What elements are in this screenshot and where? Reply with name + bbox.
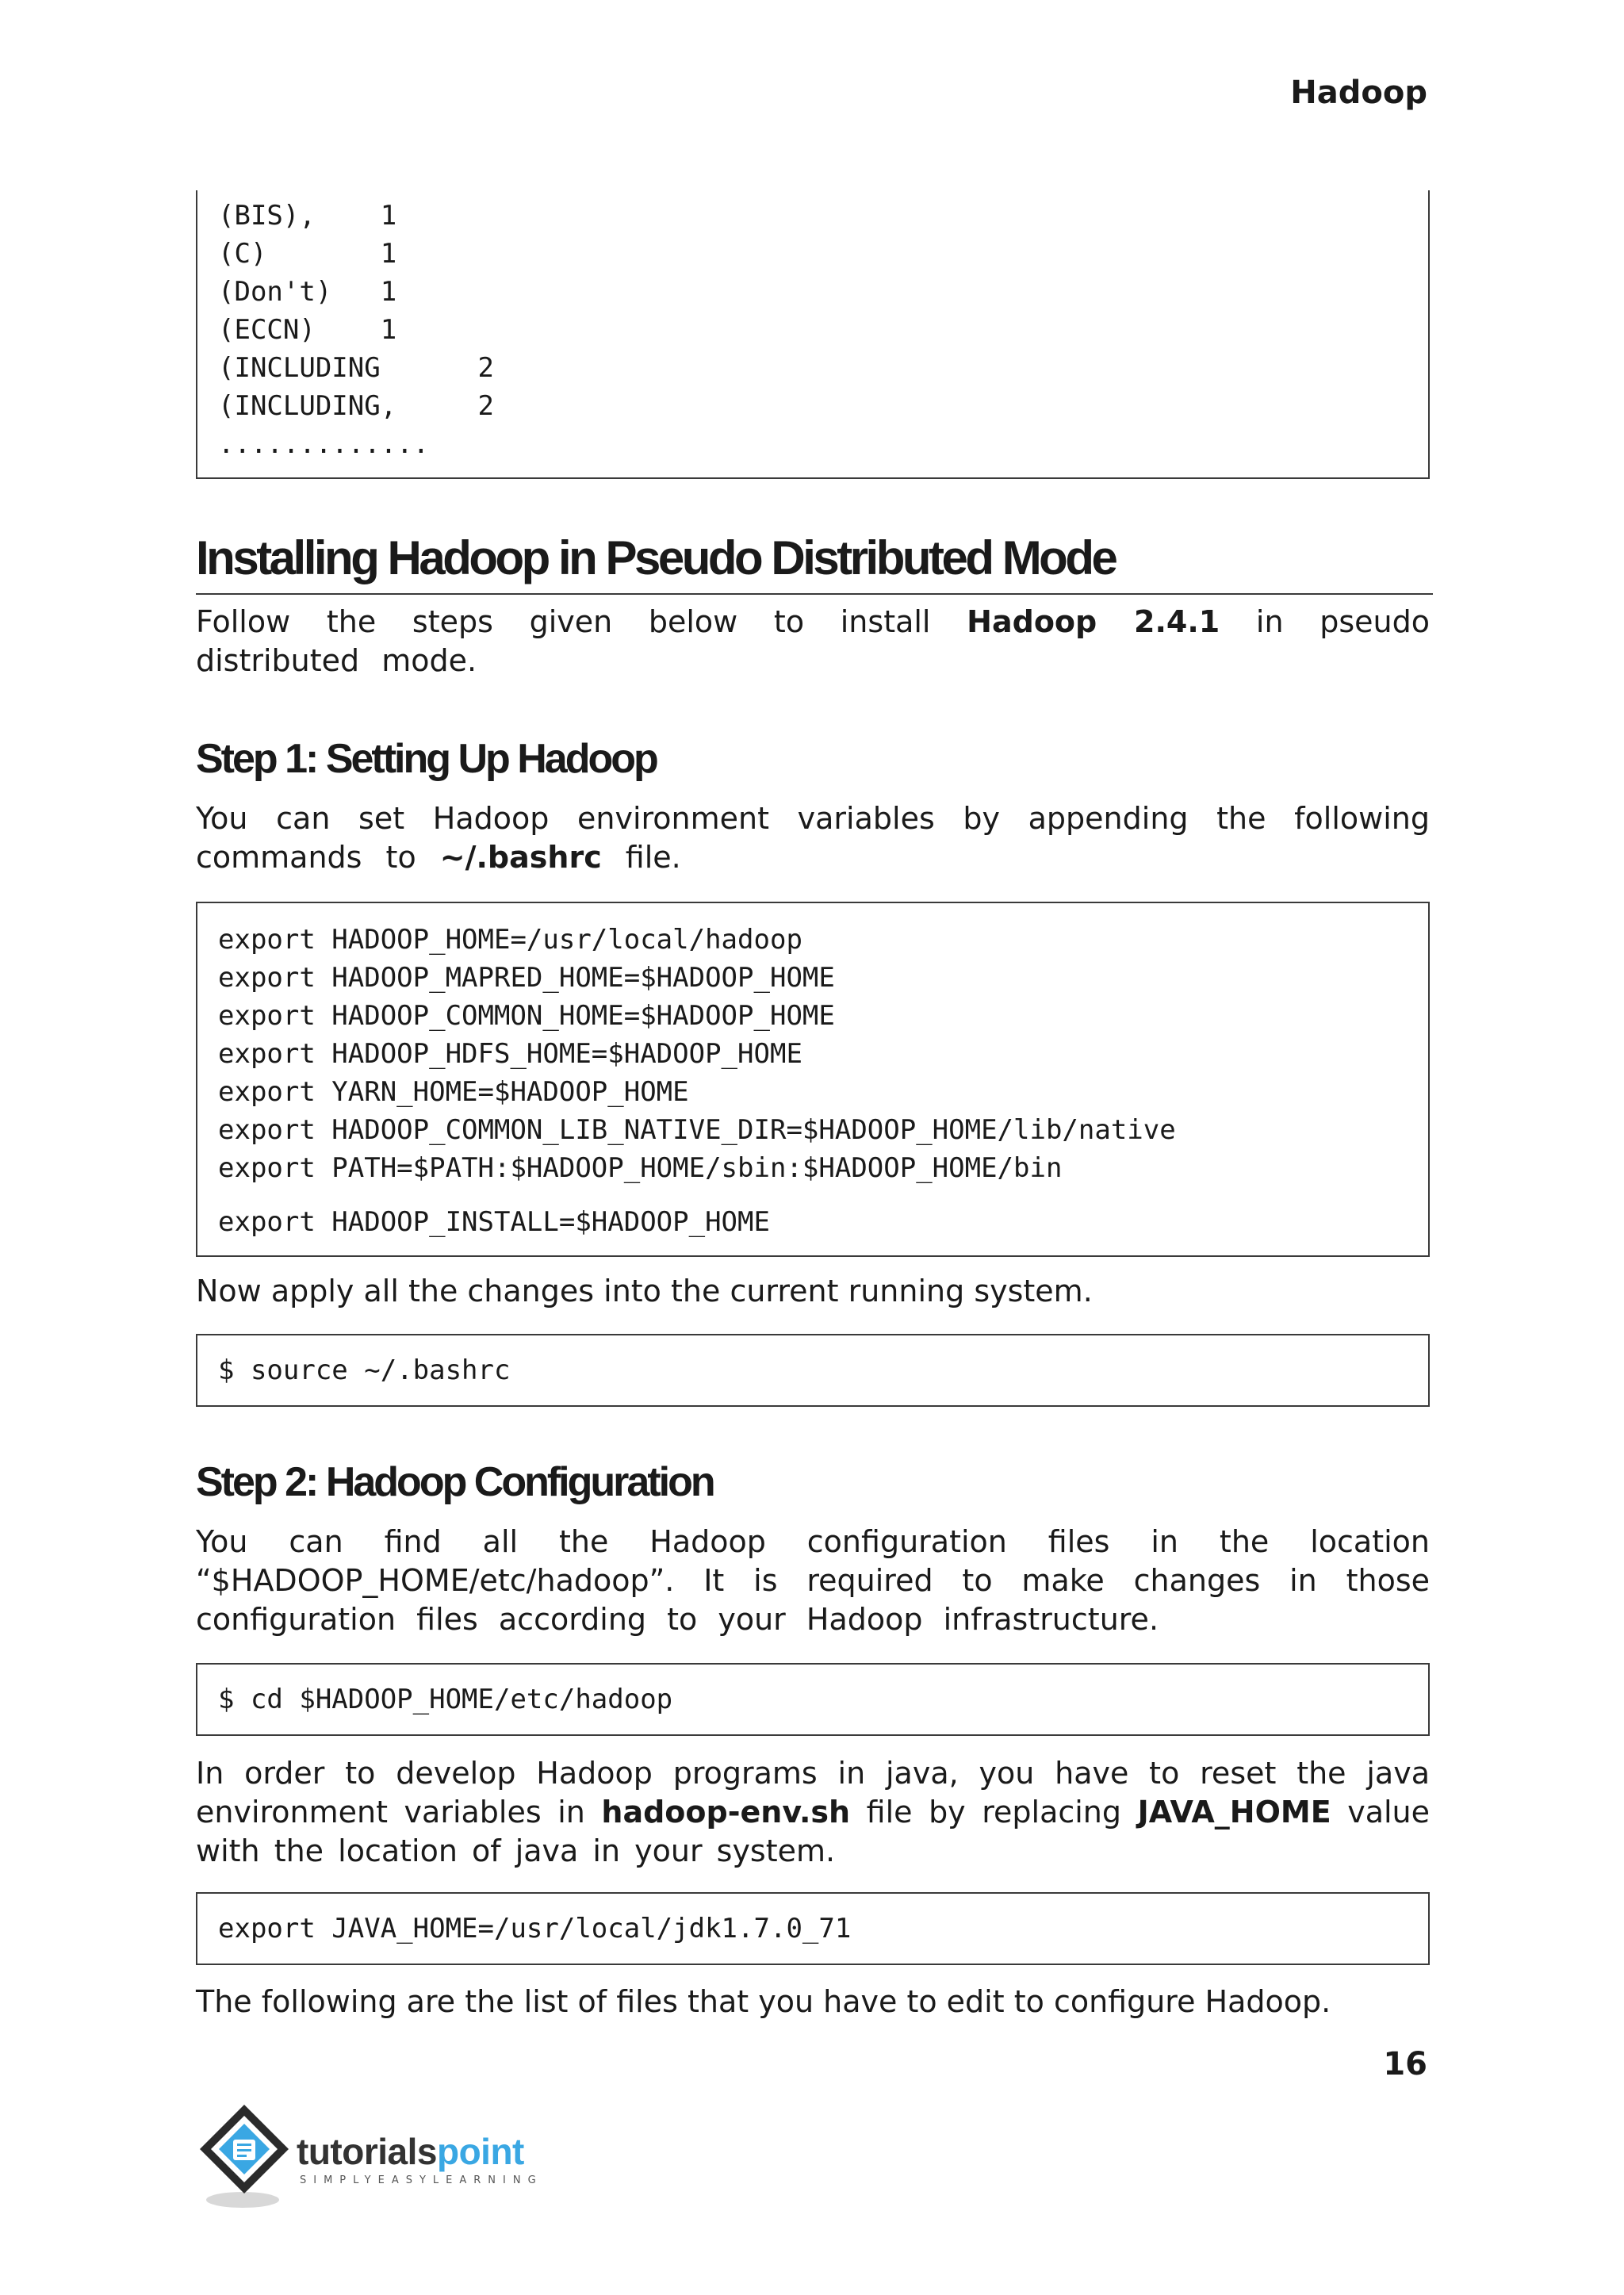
page-number: 16 (1383, 2046, 1427, 2082)
code-line: $ source ~/.bashrc (218, 1354, 511, 1386)
step1-paragraph (196, 799, 1430, 877)
apply-changes-paragraph: Now apply all the changes into the current running system. (196, 1274, 1093, 1308)
code-line: export JAVA_HOME=/usr/local/jdk1.7.0_71 (218, 1913, 852, 1944)
section-heading: Installing Hadoop in Pseudo Distributed Mode (196, 525, 1433, 595)
code-line: export YARN_HOME=$HADOOP_HOME (218, 1076, 689, 1108)
code-line: export PATH=$PATH:$HADOOP_HOME/sbin:$HADOOP_HOME/bin (218, 1152, 1063, 1184)
step1-heading: Step 1: Setting Up Hadoop (196, 736, 657, 782)
code-line: $ cd $HADOOP_HOME/etc/hadoop (218, 1684, 673, 1715)
code-line: (ECCN) 1 (218, 314, 397, 346)
text-run: file by replacing (850, 1795, 1138, 1829)
text-run: in pseudo distributed mode. (196, 604, 1430, 678)
code-line: export HADOOP_HOME=/usr/local/hadoop (218, 924, 802, 956)
code-line: export HADOOP_COMMON_HOME=$HADOOP_HOME (218, 1000, 835, 1032)
tutorialspoint-logo (193, 2102, 566, 2213)
code-block-java-home (196, 1892, 1430, 1965)
code-line: (INCLUDING 2 (218, 352, 494, 384)
code-line: export HADOOP_MAPRED_HOME=$HADOOP_HOME (218, 962, 835, 994)
code-line: (Don't) 1 (218, 276, 397, 308)
logo-accent-text: point (436, 2131, 524, 2172)
step2-heading: Step 2: Hadoop Configuration (196, 1459, 714, 1505)
code-line: (INCLUDING, 2 (218, 390, 494, 422)
logo-main-text: tutorials (297, 2131, 437, 2172)
text-run: value with the location of java in your system. (196, 1795, 1431, 1868)
code-line: (BIS), 1 (218, 200, 397, 232)
code-line: export HADOOP_COMMON_LIB_NATIVE_DIR=$HADOOP_HOME/lib/native (218, 1114, 1176, 1146)
logo-tagline: SIMPLYEASYLEARNING (300, 2174, 543, 2186)
files-list-paragraph: The following are the list of files that you have to edit to configure Hadoop. (196, 1984, 1331, 2019)
bold-run: ~/.bashrc (439, 840, 602, 875)
code-block-cd-config (196, 1663, 1430, 1736)
running-header: Hadoop (1290, 75, 1427, 111)
code-line: export HADOOP_INSTALL=$HADOOP_HOME (218, 1206, 770, 1238)
step2-paragraph: You can find all the Hadoop configuration files in the location “$HADOOP_HOME/etc/hadoop”. It is required to make changes in those configuration files according to your Hadoop infrastructure. (196, 1524, 1430, 1637)
intro-paragraph (196, 603, 1430, 680)
bold-run: hadoop-env.sh (601, 1795, 851, 1829)
text-run: In order to develop Hadoop programs in java, you have to reset the java environment variables in (196, 1756, 1430, 1829)
java-env-paragraph (196, 1754, 1430, 1871)
text-run: You can set Hadoop environment variables by appending the following commands to (196, 801, 1430, 875)
code-line: ............. (218, 428, 430, 460)
code-block-wordcount-output (196, 190, 1430, 479)
text-run: Follow the steps given below to install (196, 604, 967, 639)
logo-wordmark (297, 2130, 524, 2173)
code-block-bashrc-exports (196, 902, 1430, 1257)
bold-run: Hadoop 2.4.1 (967, 604, 1220, 639)
text-run: file. (601, 840, 681, 875)
code-line: export HADOOP_HDFS_HOME=$HADOOP_HOME (218, 1038, 802, 1070)
code-block-source-bashrc (196, 1334, 1430, 1407)
code-line: (C) 1 (218, 238, 397, 270)
logo-diamond-icon (193, 2102, 297, 2213)
bold-run: JAVA_HOME (1137, 1795, 1331, 1829)
